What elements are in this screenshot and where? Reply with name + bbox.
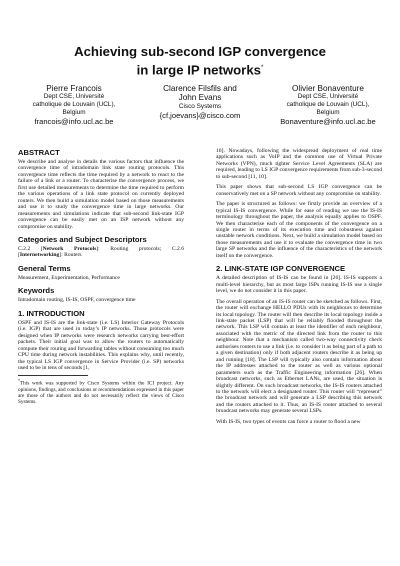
author-name: Pierre Francois — [46, 84, 102, 93]
categories-text — [18, 246, 184, 259]
author-email: {cf,joevans}@cisco.com — [159, 111, 241, 121]
intro-continued-text: 16]. Nowadays, following the widespread deployment of real time applications such as VoIP and the common use of Virtual Private Networks (VPN), much tighter Service Level Agreements (SLA) are required, leading to LS IGP convergence requirements from sub-3-second to sub-second [11, 10]. — [216, 148, 382, 180]
author-affiliation: Dept CSE, Université — [297, 93, 359, 101]
intro-paragraph: This paper shows that sub-second LS IGP convergence can be conservatively met on a SP network without any compromise on stability. — [216, 184, 382, 197]
introduction-text: OSPF and IS-IS are the link-state (i.e. LS) Interior Gateway Protocols (i.e. IGP) that are used in today’s IP networks. Those protocols were designed when IP networks were research networks carrying best-effort packets. Their initial goal was to allow the routers to automatically compute their routing and forwarding tables without consuming too much CPU time during network instabilities. This explains why, until recently, the typical LS IGP convergence in Service Provider (i.e. SP) networks used to be in tens of seconds [1, — [18, 319, 184, 371]
keywords-heading: Keywords — [18, 286, 55, 296]
category-network-protocols: Network Protocols — [42, 245, 97, 252]
section-2-paragraph: A detailed description of IS-IS can be found in [26]. IS-IS supports a multi-level hierarchy, but as most large ISPs running IS-IS use a single level, we do not consider it in this paper. — [216, 275, 382, 295]
author-block-1 — [24, 84, 124, 127]
author-name: Olivier Bonaventure — [292, 84, 364, 93]
footnote-mark: * — [18, 378, 20, 384]
author-affiliation: Dept CSE, Université — [43, 93, 105, 101]
author-affiliation: Belgium — [316, 108, 340, 116]
footnote-text: This work was supported by Cisco Systems within the ICI project. Any opinions, findings, and conclusions or recommendations expressed in this paper are those of the authors and do not necessarily reflect the views of Cisco Systems. — [18, 381, 184, 406]
section-2-heading: 2. LINK-STATE IGP CONVERGENCE — [216, 264, 346, 274]
left-column — [18, 148, 184, 409]
categories-heading: Categories and Subject Descriptors — [18, 234, 147, 244]
general-terms-heading: General Terms — [18, 263, 71, 273]
abstract-heading: ABSTRACT — [18, 148, 60, 157]
introduction-heading: 1. INTRODUCTION — [18, 308, 85, 318]
title-footnote-mark: * — [261, 65, 264, 71]
author-email: Bonaventure@info.ucl.ac.be — [280, 117, 376, 127]
keywords-text: Intradomain routing, IS-IS, OSPF, convergence time — [18, 297, 136, 304]
categories-prefix: C.2.2 [ — [18, 245, 43, 252]
author-affiliation: catholique de Louvain (UCL), — [32, 101, 116, 108]
author-email: francois@info.ucl.ac.be — [34, 117, 114, 127]
author-block-3 — [270, 84, 386, 127]
author-affiliation: Cisco Systems — [178, 102, 222, 110]
categories-end: ]: Routers — [59, 252, 82, 259]
right-column — [216, 148, 382, 429]
author-affiliation: catholique de Louvain (UCL), — [286, 101, 370, 108]
author-block-2 — [150, 84, 250, 121]
author-affiliation: Belgium — [62, 108, 86, 116]
author-name: John Evans — [178, 93, 222, 103]
title-line-1: Achieving sub-second IGP convergence — [74, 44, 326, 59]
general-terms-text: Measurement, Experimentation, Performance — [18, 274, 120, 281]
intro-paragraph: The paper is structured as follows: we firstly provide an overview of a typical IS-IS convergence. While for ease of reading we use the IS-IS terminology throughout the paper, the analysis equally applies to OSPF. We then characterise each of the components of the convergence on a single router in terms of its execution time and robustness against unstable network conditions. Next, we build a simulation model based on those measurements and use it to evaluate the convergence time in two large SP networks and the influence of the characteristics of the network itself on the convergence. — [216, 201, 382, 259]
paper-title — [0, 44, 400, 78]
author-name: Clarence Filsfils and — [163, 84, 237, 93]
section-2-paragraph: With IS-IS, two types of events can force a router to flood a new — [216, 418, 361, 425]
footnote-rule — [18, 375, 88, 376]
abstract-text: We describe and analyse in details the various factors that influence the convergence time of intradomain link state routing protocols. This convergence time reflects the time required by a network to react to the failure of a link or a router. To characterise the convergence process, we first use detailed measurements to determine the time required to perform the various operations of a link state protocol on currently deployed routers. We then build a simulation model based on those measurements and use it to study the convergence time in large networks. Our measurements and simulations indicate that sub-second link-state IGP convergence can be easily met on an ISP network without any compromise on stability. — [18, 159, 184, 230]
section-2-paragraph: The overall operation of an IS-IS router can be sketched as follows. First, the router will exchange HELLO PDUs with its neighbours to determine its local topology. The router will then describe its local topology inside a link-state packet (LSP) that will be reliably flooded throughout the network. This LSP will contain at least the identifier of each neighbour, associated with the metric of the directed link from the router to this neighbour. Note that a mechanism called two-way connectivity check authorises routers to use a link (i.e. to consider it as being part of a path to a given destination) only if both adjacent routers describe it as being up and running [18]. The LSP will typically also contain information about the IP addresses attached to the router as well as various optional parameters such as the Traffic Engineering information [26]. When broadcast networks, such as Ethernet LANs, are used, the situation is slightly different. On such broadcast networks, the IS-IS routers attached to the network will elect a designated router. This router will “represent” the broadcast network and will generate a LSP describing this network and the routers attached to it. Thus, an IS-IS router attached to several broadcast networks may generate several LSPs. — [216, 298, 382, 415]
categories-mid: ]: Routing protocols; C.2.6 [ — [18, 245, 185, 259]
footnote — [18, 378, 184, 405]
category-internetworking: Internetworking — [19, 252, 60, 259]
title-line-2: in large IP networks — [136, 62, 261, 78]
